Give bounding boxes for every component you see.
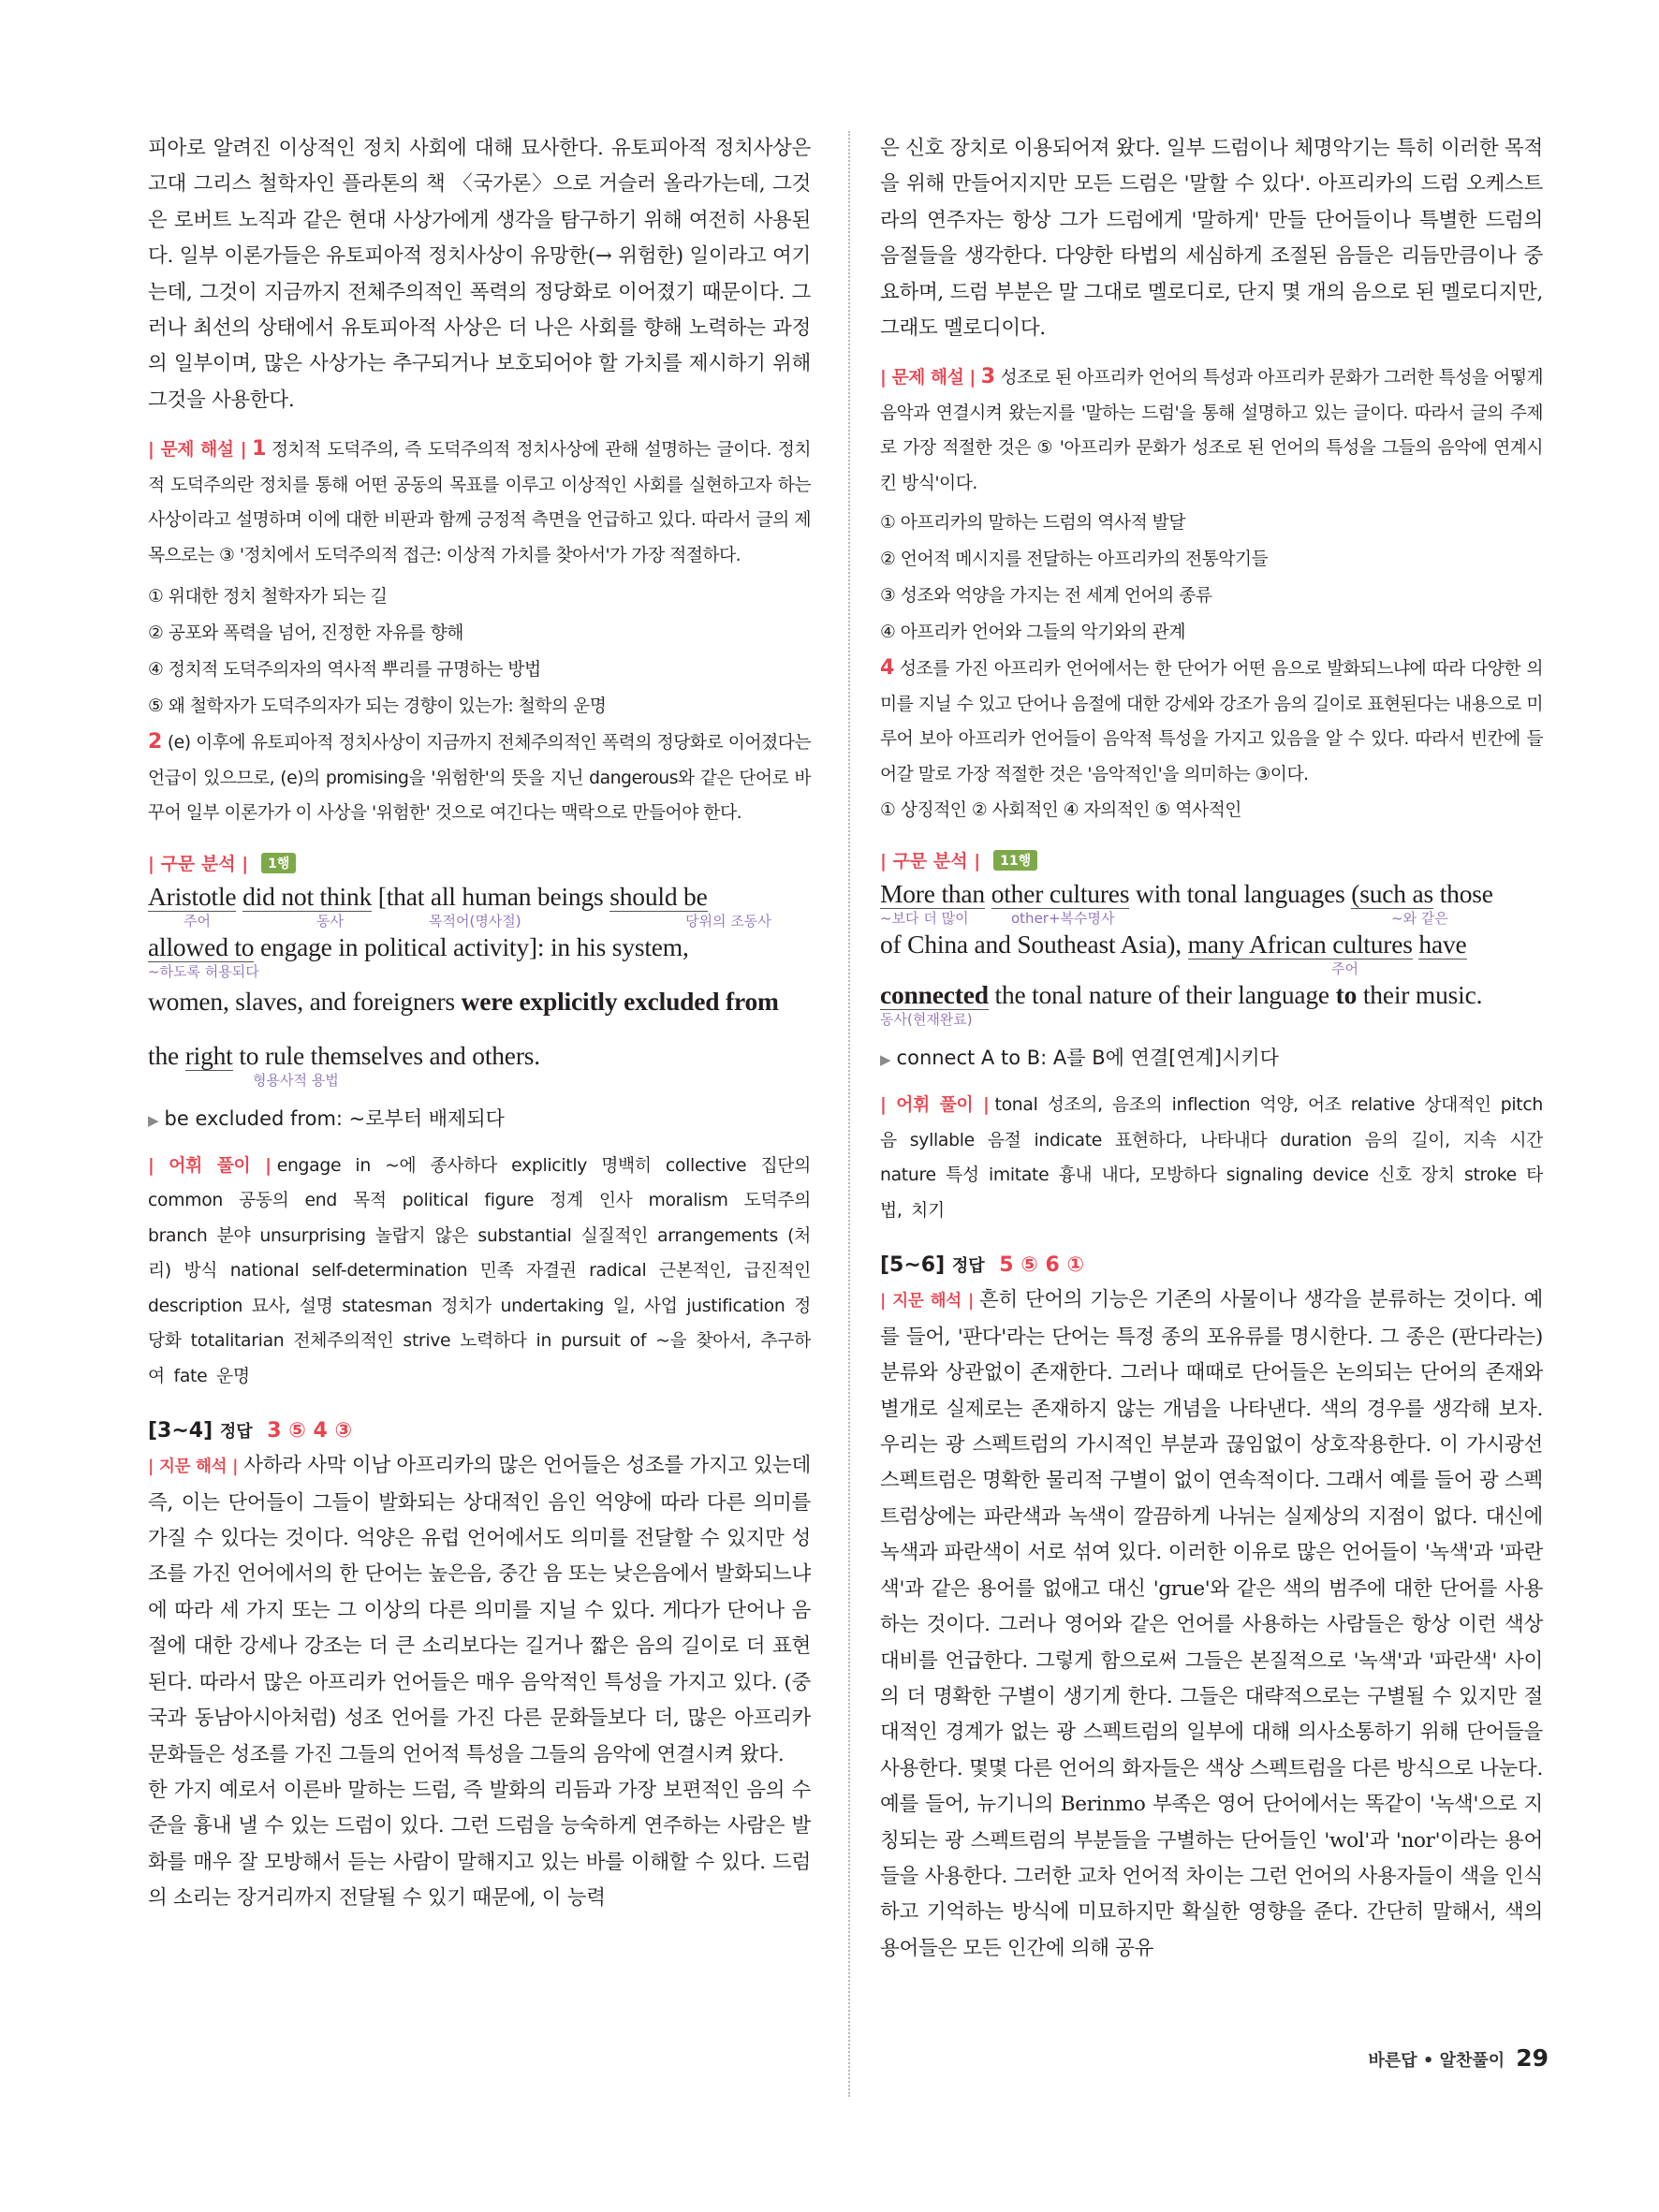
q1-tag: | 문제 해설 | [148, 440, 247, 461]
syntax-tip-text: connect A to B: A를 B에 연결[연계]시키다 [896, 1047, 1279, 1070]
syntax-line-4 [148, 1042, 811, 1070]
syntax-annotations-4 [148, 1070, 811, 1092]
annotation: other+복수명사 [1011, 910, 1115, 928]
syntax-line-3 [148, 988, 811, 1016]
syntax-header [148, 850, 811, 875]
syntax-rest: engage in political activity]: in his system, [260, 931, 689, 961]
annotation: 동사 [316, 912, 344, 930]
vocab-block [880, 1088, 1543, 1228]
syntax-phrase: of China and Southeast Asia), [880, 930, 1182, 960]
q1-choice: ② 공포와 폭력을 넘어, 진정한 자유를 향해 [148, 623, 463, 644]
syntax-allowed-to: allowed to [148, 931, 255, 961]
q3-choice: ③ 성조와 억양을 가지는 전 세계 언어의 종류 [880, 586, 1212, 607]
q1-explanation [148, 432, 811, 573]
answer-header-3-4 [148, 1418, 811, 1443]
q4-choices: ① 상징적인 ② 사회적인 ④ 자의적인 ⑤ 역사적인 [880, 800, 1241, 821]
intro-paragraph: 피아로 알려진 이상적인 정치 사회에 대해 묘사한다. 유토피아적 정치사상은 고대 그리스 철학자인 플라톤의 책 〈국가론〉으로 거슬러 올라가는데, 그것은 로버트 노직과 같은 현대 사상가에게 생각을 탐구하기 위해 여전히 사용된다. 일부 이론가들은 유토피아적 정치사상이 유망한(→ 위험한) 일이라고 여기는데, 그것이 지금까지 전체주의적인 폭력의 정당화로 이어졌기 때문이다. 그러나 최선의 상태에서 유토피아적 사상은 더 나은 사회를 향해 노력하는 과정의 일부이며, 많은 사상가는 추구되거나 보호되어야 할 가치를 제시하기 위해 그것을 사용한다. [148, 137, 811, 412]
syntax-phrase: with tonal languages [1136, 879, 1345, 909]
syntax-sentence [880, 880, 1543, 1078]
syntax-sentence [148, 883, 811, 1139]
vocab-tag: | 어휘 풀이 | [880, 1095, 990, 1116]
annotation: 형용사적 용법 [253, 1071, 339, 1089]
continued-paragraph: 은 신호 장치로 이용되어져 왔다. 일부 드럼이나 체명악기는 특히 이러한 목적을 위해 만들어지지만 모든 드럼은 '말할 수 있다'. 아프리카의 드럼 오케스트라의 연주자는 항상 그가 드럼에게 '말하게' 만들 단어들이나 특별한 드럼의 음절들을 생각한다. 다양한 타법의 세심하게 조절된 음들은 리듬만큼이나 중요하며, 드럼 부분은 말 그대로 멜로디로, 단지 몇 개의 음으로 된 멜로디지만, 그래도 멜로디이다. [880, 137, 1543, 341]
q3-choices [880, 505, 1543, 651]
passage-text: 사하라 사막 이남 아프리카의 많은 언어들은 성조를 가지고 있는데 즉, 이는 단어들이 그들이 발화되는 상대적인 음인 억양에 따라 다른 의미를 가질 수 있다는 것이다. 억양은 유럽 언어에서도 의미를 전달할 수 있지만 성조를 가진 언어에서의 한 단어는 높은음, 중간 음 또는 낮은음에서 발화되느냐에 따라 세 가지 또는 그 이상의 다른 의미를 지닐 수 있다. 게다가 단어나 음절에 대한 강세나 강조는 더 큰 소리보다는 길거나 짧은 음의 길이로 더 표현된다. 따라서 많은 아프리카 언어들은 매우 음악적인 특성을 가지고 있다. (중국과 동남아시아처럼) 성조 언어를 가진 다른 문화들보다 더, 많은 아프리카 문화들은 성조를 가진 그들의 언어적 특성을 그들의 음악에 연결시켜 왔다. [148, 1454, 812, 1766]
left-column [148, 131, 811, 1930]
q3-explanation [880, 359, 1543, 501]
column-divider [848, 131, 850, 2097]
page-footer [1368, 2044, 1549, 2072]
q1-choice: ⑤ 왜 철학자가 도덕주의자가 되는 경향이 있는가: 철학의 운명 [148, 696, 607, 717]
q3-choice: ④ 아프리카 언어와 그들의 악기와의 관계 [880, 623, 1185, 643]
syntax-the: the [148, 1040, 179, 1070]
syntax-annotations-2 [148, 961, 811, 984]
syntax-those: those [1439, 879, 1493, 909]
syntax-tag: | 구문 분석 | [880, 851, 981, 872]
passage-tag: | 지문 해석 | [148, 1458, 239, 1477]
q3-number: 3 [980, 365, 995, 389]
vocab-block [148, 1149, 811, 1395]
syntax-tag: | 구문 분석 | [148, 853, 249, 874]
syntax-modal: should be [609, 881, 708, 911]
annotation: ~와 같은 [1391, 910, 1448, 928]
annotation: 목적어(명사절) [429, 912, 521, 930]
annotation: ~보다 더 많이 [880, 910, 969, 928]
syntax-line-3 [880, 981, 1543, 1009]
syntax-header [880, 847, 1543, 872]
syntax-subject: many African cultures [1187, 930, 1413, 960]
syntax-tip [148, 1100, 811, 1139]
answer-values: 3 ⑤ 4 ③ [267, 1419, 353, 1443]
q3-text: 성조로 된 아프리카 언어의 특성과 아프리카 문화가 그러한 특성을 어떻게 음악과 연결시켜 왔는지를 '말하는 드럼'을 통해 설명하고 있는 글이다. 따라서 글의 주제로 가장 적절한 것은 ⑤ '아프리카 문화가 성조로 된 언어의 특성을 그들의 음악에 연계시킨 방식'이다. [880, 368, 1544, 493]
syntax-line-badge: 11행 [993, 850, 1037, 871]
annotation: 주어 [184, 912, 211, 930]
syntax-object: the tonal nature of their language [994, 980, 1329, 1010]
right-column [880, 131, 1543, 1980]
syntax-right: right [184, 1040, 233, 1070]
q2-text: (e) 이후에 유토피아적 정치사상이 지금까지 전체주의적인 폭력의 정당화로 이어졌다는 언급이 있으므로, (e)의 promising을 '위험한'의 뜻을 지닌 dangerous와 같은 단어로 바꾸어 일부 이론가가 이 사상을 '위험한' 것으로 여긴다는 맥락으로 만들어야 한다. [148, 733, 811, 824]
q4-text: 성조를 가진 아프리카 언어에서는 한 단어가 어떤 음으로 발화되느냐에 따라 다양한 의미를 지닐 수 있고 단어나 음절에 대한 강세와 강조가 음의 길이로 표현된다는 내용으로 미루어 보아 아프리카 언어들이 음악적 특성을 가지고 있음을 알 수 있다. 따라서 빈칸에 들어갈 말로 가장 적절한 것은 '음악적인'을 의미하는 ③이다. [880, 659, 1543, 784]
passage-tag: | 지문 해석 | [880, 1292, 975, 1311]
annotation: 동사(현재완료) [880, 1011, 973, 1029]
annotation: 당위의 조동사 [685, 912, 771, 930]
syntax-music: their music. [1362, 980, 1483, 1010]
q3-choice: ① 아프리카의 말하는 드럼의 역사적 발달 [880, 513, 1185, 534]
annotation: 주어 [1331, 960, 1358, 978]
annotation: ~하도록 허용되다 [148, 962, 259, 980]
passage-3-4-paragraph-1 [148, 1448, 811, 1773]
answer-header-5-6 [880, 1252, 1543, 1277]
syntax-infinitive: to rule themselves and others. [239, 1040, 540, 1070]
triangle-icon: ▶ [880, 1051, 891, 1069]
passage-5-6 [880, 1282, 1543, 1967]
vocab-text: tonal 성조의, 음조의 inflection 억양, 어조 relative 상대적인 pitch 음 syllable 음절 indicate 표현하다, 나타내다 duration 음의 길이, 지속 시간 nature 특성 imitate 흉내 내다, 모방하다 signaling device 신호 장치 stroke 타법, 치기 [880, 1095, 1543, 1221]
syntax-line-1 [880, 880, 1543, 908]
syntax-line-badge: 1행 [261, 853, 296, 873]
syntax-line-1 [148, 883, 811, 911]
q2-number: 2 [148, 730, 162, 754]
syntax-annotations-2 [880, 959, 1543, 981]
syntax-annotations-1 [148, 911, 811, 933]
q1-choice: ① 위대한 정치 철학자가 되는 길 [148, 587, 388, 608]
syntax-clause: women, slaves, and foreigners [148, 986, 455, 1016]
syntax-to: to [1335, 980, 1358, 1010]
q4-explanation [880, 651, 1543, 792]
syntax-line-2 [880, 930, 1543, 959]
syntax-verb: connected [880, 980, 989, 1010]
footer-label: 바른답 • 알찬풀이 [1368, 2051, 1505, 2071]
triangle-icon: ▶ [148, 1111, 159, 1129]
syntax-object-clause: [that all human beings [377, 881, 604, 911]
q1-number: 1 [252, 437, 266, 461]
q3-tag: | 문제 해설 | [880, 368, 976, 388]
syntax-verb: did not think [242, 881, 373, 911]
answer-range: [5~6] [880, 1253, 946, 1278]
syntax-tip [880, 1039, 1543, 1078]
syntax-have: have [1418, 930, 1467, 960]
page-number: 29 [1516, 2044, 1549, 2072]
syntax-other-cultures: other cultures [991, 879, 1130, 909]
q2-explanation [148, 725, 811, 831]
syntax-annotations-1 [880, 908, 1543, 930]
answer-label: 정답 [951, 1256, 985, 1277]
answer-range: [3~4] [148, 1419, 213, 1443]
answer-values: 5 ⑤ 6 ① [999, 1253, 1085, 1278]
q1-text: 정치적 도덕주의, 즉 도덕주의적 정치사상에 관해 설명하는 글이다. 정치적 도덕주의란 정치를 통해 어떤 공동의 목표를 이루고 이상적인 사회를 실현하고자 하는 사상이라고 설명하며 이에 대한 비판과 함께 긍정적 측면을 언급하고 있다. 따라서 글의 제목으로는 ③ '정치에서 도덕주의적 접근: 이상적 가치를 찾아서'가 가장 적절하다. [148, 440, 811, 565]
q4-number: 4 [880, 656, 894, 681]
syntax-emphasis: were explicitly excluded from [461, 986, 779, 1016]
q1-choice: ④ 정치적 도덕주의자의 역사적 뿌리를 규명하는 방법 [148, 660, 541, 681]
vocab-text: engage in ~에 종사하다 explicitly 명백히 collective 집단의 common 공동의 end 목적 political figure 정계 인사 moralism 도덕주의 branch 분야 unsurprising 놀랍지 않은 substantial 실질적인 arrangements (처리) 방식 national self-determination 민족 자결권 radical 근본적인, 급진적인 description 묘사, 설명 statesman 정치가 undertaking 일, 사업 justification 정당화 totalitarian 전체주의적인 strive 노력하다 in pursuit of ~을 찾아서, 추구하여 fate 운명 [148, 1155, 811, 1386]
syntax-annotations-3 [880, 1009, 1543, 1032]
passage-3-4-paragraph-2: 한 가지 예로서 이른바 말하는 드럼, 즉 발화의 리듬과 가장 보편적인 음의 수준을 흉내 낼 수 있는 드럼이 있다. 그런 드럼을 능숙하게 연주하는 사람은 발화를 매우 잘 모방해서 듣는 사람이 말해지고 있는 바를 이해할 수 있다. 드럼의 소리는 장거리까지 전달될 수 있기 때문에, 이 능력 [148, 1778, 811, 1911]
q3-choice: ② 언어적 메시지를 전달하는 아프리카의 전통악기들 [880, 549, 1269, 570]
answer-label: 정답 [219, 1422, 253, 1443]
q1-choices [148, 579, 811, 725]
vocab-tag: | 어휘 풀이 | [148, 1155, 272, 1176]
syntax-tip-text: be excluded from: ~로부터 배제되다 [164, 1106, 505, 1130]
syntax-line-2 [148, 933, 811, 961]
passage-text: 흔히 단어의 기능은 기존의 사물이나 생각을 분류하는 것이다. 예를 들어, '판다'라는 단어는 특정 종의 포유류를 명시한다. 그 종은 (판다라는) 분류와 상관없이 존재한다. 그러나 때때로 단어들은 논의되는 단어의 존재와 별개로 실제로는 존재하지 않는 개념을 나타낸다. 색의 경우를 생각해 보자. 우리는 광 스펙트럼의 가시적인 부분과 끊임없이 상호작용한다. 이 가시광선 스펙트럼은 명확한 물리적 구별이 없이 연속적이다. 그래서 예를 들어 광 스펙트럼상에는 파란색과 녹색이 깔끔하게 나뉘는 실제상의 지점이 없다. 대신에 녹색과 파란색이 서로 섞여 있다. 이러한 이유로 많은 언어들이 '녹색'과 '파란색'과 같은 용어를 없애고 대신 'grue'와 같은 색의 범주에 대한 단어를 사용하는 것이다. 그러나 영어와 같은 언어를 사용하는 사람들은 항상 이런 색상 대비를 언급한다. 그렇게 함으로써 그들은 본질적으로 '녹색'과 '파란색' 사이의 더 명확한 구별이 생기게 한다. 그들은 대략적으로는 구별될 수 있지만 절대적인 경계가 없는 광 스펙트럼의 일부에 대해 의사소통하기 위해 단어들을 사용한다. 몇몇 다른 언어의 화자들은 색상 스펙트럼을 다른 방식으로 나눈다. 예를 들어, 뉴기니의 Berinmo 부족은 영어 단어에서는 똑같이 '녹색'으로 지칭되는 광 스펙트럼의 부분들을 구별하는 단어들인 'wol'과 'nor'이라는 용어들을 사용한다. 그러한 교차 언어적 차이는 그런 언어의 사용자들이 색을 인식하고 기억하는 방식에 미묘하지만 확실한 영향을 준다. 간단히 말해서, 색의 용어들은 모든 인간에 의해 공유 [880, 1288, 1544, 1960]
syntax-subject: Aristotle [148, 881, 237, 911]
syntax-more-than: More than [880, 879, 985, 909]
syntax-such-as: (such as [1351, 879, 1434, 909]
